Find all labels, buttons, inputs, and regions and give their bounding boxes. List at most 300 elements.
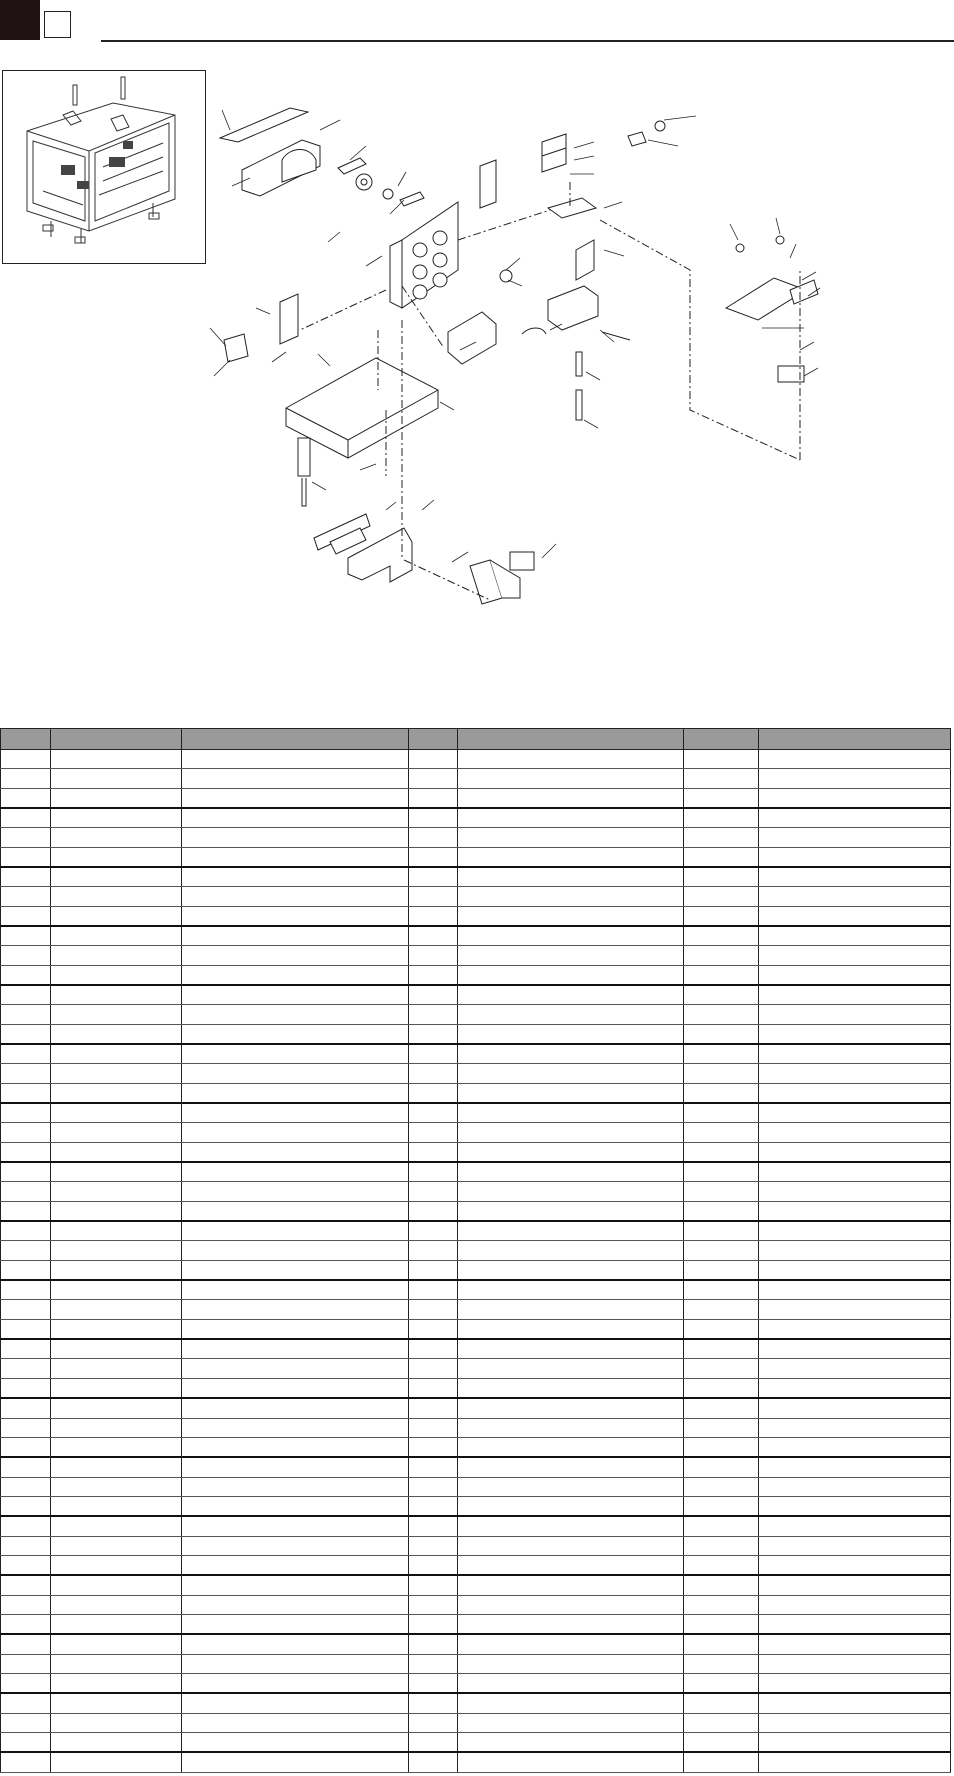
table-cell [409,887,458,906]
table-cell [759,1378,951,1398]
table-cell [684,1241,759,1260]
table-cell [759,1103,951,1123]
table-cell [51,769,182,788]
table-cell [458,1064,684,1083]
table-cell [759,808,951,828]
table-cell [409,788,458,808]
table-cell [684,1575,759,1595]
table-cell [182,1359,409,1378]
table-cell [182,750,409,769]
table-cell [51,1359,182,1378]
table-cell [51,1477,182,1496]
table-cell [51,887,182,906]
table-cell [759,1142,951,1162]
table-cell [759,1123,951,1142]
table-cell [409,1241,458,1260]
table-cell [51,1319,182,1339]
table-cell [1,1732,51,1752]
table-cell [1,1418,51,1437]
table-cell [51,1005,182,1024]
table-cell [51,1044,182,1064]
table-cell [759,1083,951,1103]
table-cell [409,1044,458,1064]
table-cell [409,769,458,788]
table-cell [182,1221,409,1241]
table-row [1,1319,951,1339]
exploded-parts-diagram [190,90,954,710]
table-row [1,1142,951,1162]
table-cell [1,769,51,788]
table-cell [458,1339,684,1359]
table-cell [182,1614,409,1634]
table-cell [458,1024,684,1044]
table-cell [51,1437,182,1457]
table-cell [182,1398,409,1418]
column-header [759,729,951,750]
table-row [1,1516,951,1536]
table-cell [684,1752,759,1772]
table-cell [182,1555,409,1575]
table-row [1,985,951,1005]
table-cell [684,1182,759,1201]
table-cell [759,906,951,926]
table-cell [1,1103,51,1123]
table-cell [759,1280,951,1300]
table-cell [51,1555,182,1575]
table-cell [759,946,951,965]
table-row [1,1437,951,1457]
table-cell [458,1300,684,1319]
table-cell [684,847,759,867]
table-cell [409,1005,458,1024]
table-cell [684,1300,759,1319]
table-cell [759,1516,951,1536]
table-cell [1,1064,51,1083]
table-cell [458,946,684,965]
table-cell [51,965,182,985]
table-row [1,769,951,788]
table-cell [1,1221,51,1241]
table-cell [409,1673,458,1693]
table-cell [684,1516,759,1536]
table-row [1,1575,951,1595]
table-cell [51,1182,182,1201]
table-cell [409,1280,458,1300]
table-cell [684,1398,759,1418]
table-cell [182,1516,409,1536]
table-row [1,1673,951,1693]
machine-overview-inset [2,70,206,264]
table-cell [458,1378,684,1398]
table-cell [182,1300,409,1319]
table-cell [684,1280,759,1300]
header-rule [101,40,954,42]
table-cell [409,1221,458,1241]
table-cell [759,1713,951,1732]
table-cell [182,1732,409,1752]
table-cell [1,1319,51,1339]
table-cell [759,1064,951,1083]
table-cell [1,1516,51,1536]
table-row [1,1064,951,1083]
table-cell [684,1221,759,1241]
table-cell [409,847,458,867]
table-cell [759,1732,951,1752]
table-cell [458,1634,684,1654]
table-cell [1,808,51,828]
table-cell [51,1024,182,1044]
table-cell [409,1083,458,1103]
table-cell [1,788,51,808]
table-cell [1,1083,51,1103]
table-cell [759,1752,951,1772]
table-cell [684,926,759,946]
table-cell [684,1673,759,1693]
table-cell [51,1142,182,1162]
table-cell [684,1162,759,1182]
table-cell [684,1044,759,1064]
table-cell [458,1162,684,1182]
table-cell [759,1673,951,1693]
table-cell [182,1477,409,1496]
table-cell [684,1614,759,1634]
table-cell [409,1418,458,1437]
table-cell [182,769,409,788]
table-cell [182,946,409,965]
table-cell [51,946,182,965]
table-cell [182,1437,409,1457]
table-cell [409,1359,458,1378]
table-cell [409,926,458,946]
table-cell [409,1477,458,1496]
table-cell [409,1654,458,1673]
table-cell [684,1634,759,1654]
table-row [1,847,951,867]
table-cell [1,867,51,887]
table-row [1,965,951,985]
table-row [1,1005,951,1024]
table-row [1,1713,951,1732]
table-cell [182,1654,409,1673]
table-cell [458,1142,684,1162]
table-cell [51,1595,182,1614]
table-cell [409,1595,458,1614]
table-cell [684,1693,759,1713]
table-cell [759,1182,951,1201]
table-row [1,946,951,965]
table-row [1,906,951,926]
table-cell [458,1359,684,1378]
table-cell [51,1123,182,1142]
column-header [684,729,759,750]
table-row [1,1477,951,1496]
table-row [1,1201,951,1221]
table-cell [759,847,951,867]
table-cell [51,1221,182,1241]
column-header [182,729,409,750]
table-cell [1,985,51,1005]
table-cell [1,1241,51,1260]
table-cell [409,1260,458,1280]
table-row [1,1280,951,1300]
table-row [1,1221,951,1241]
table-cell [409,1064,458,1083]
table-cell [409,1300,458,1319]
table-cell [458,1595,684,1614]
table-cell [684,1359,759,1378]
table-cell [1,1142,51,1162]
table-cell [409,1319,458,1339]
table-cell [759,1319,951,1339]
table-cell [684,1064,759,1083]
table-cell [51,1162,182,1182]
table-cell [759,1300,951,1319]
table-cell [458,1437,684,1457]
table-cell [1,1575,51,1595]
table-cell [458,1398,684,1418]
table-cell [1,1300,51,1319]
table-cell [409,985,458,1005]
table-cell [182,1634,409,1654]
table-cell [409,1201,458,1221]
table-cell [684,1123,759,1142]
table-cell [51,828,182,847]
table-cell [182,1064,409,1083]
table-cell [458,1241,684,1260]
table-cell [182,1123,409,1142]
table-row [1,1457,951,1477]
table-cell [51,1752,182,1772]
table-cell [458,926,684,946]
table-cell [759,1457,951,1477]
table-cell [759,1595,951,1614]
table-cell [684,1477,759,1496]
table-cell [409,1693,458,1713]
table-cell [1,1477,51,1496]
table-row [1,1555,951,1575]
table-cell [51,1418,182,1437]
table-cell [684,1378,759,1398]
table-cell [1,828,51,847]
table-cell [51,1673,182,1693]
table-row [1,1260,951,1280]
table-cell [684,1418,759,1437]
table-cell [409,1575,458,1595]
table-cell [1,1437,51,1457]
table-cell [759,1614,951,1634]
table-cell [182,867,409,887]
table-cell [409,1182,458,1201]
table-cell [182,808,409,828]
table-cell [458,1673,684,1693]
table-row [1,1241,951,1260]
table-cell [684,808,759,828]
table-cell [458,1477,684,1496]
table-cell [458,1654,684,1673]
table-cell [759,1654,951,1673]
table-cell [1,1162,51,1182]
table-cell [759,965,951,985]
section-tab [0,0,40,40]
table-row [1,1162,951,1182]
table-cell [458,1693,684,1713]
table-cell [409,808,458,828]
table-cell [1,1182,51,1201]
table-cell [759,1241,951,1260]
table-cell [759,1634,951,1654]
table-cell [759,1496,951,1516]
table-cell [759,985,951,1005]
table-cell [409,1536,458,1555]
table-row [1,1614,951,1634]
table-cell [759,1201,951,1221]
table-cell [458,1260,684,1280]
table-cell [458,906,684,926]
table-cell [684,887,759,906]
table-cell [409,1162,458,1182]
table-cell [182,1378,409,1398]
table-cell [1,1044,51,1064]
table-cell [684,769,759,788]
table-cell [182,1536,409,1555]
table-cell [182,1103,409,1123]
table-cell [759,1477,951,1496]
table-cell [409,1339,458,1359]
table-cell [684,1555,759,1575]
table-cell [51,1280,182,1300]
table-cell [51,1713,182,1732]
table-cell [182,1024,409,1044]
table-cell [409,1123,458,1142]
table-cell [759,1555,951,1575]
table-cell [51,1496,182,1516]
table-cell [684,867,759,887]
table-cell [182,1201,409,1221]
table-row [1,1103,951,1123]
table-row [1,828,951,847]
table-cell [51,1064,182,1083]
table-row [1,1339,951,1359]
table-cell [759,1359,951,1378]
table-cell [458,1123,684,1142]
table-cell [409,906,458,926]
column-header [409,729,458,750]
section-number-box [44,11,71,38]
table-cell [458,1182,684,1201]
table-cell [759,769,951,788]
table-cell [759,1044,951,1064]
table-row [1,1044,951,1064]
table-cell [409,965,458,985]
table-cell [51,808,182,828]
table-cell [1,1555,51,1575]
table-cell [1,1339,51,1359]
table-cell [458,750,684,769]
table-cell [409,1024,458,1044]
table-cell [1,906,51,926]
table-cell [759,926,951,946]
table-cell [759,1162,951,1182]
table-cell [51,847,182,867]
table-cell [1,1024,51,1044]
table-cell [182,1496,409,1516]
table-cell [458,867,684,887]
table-cell [409,1634,458,1654]
table-cell [51,985,182,1005]
table-cell [1,1654,51,1673]
table-row [1,1398,951,1418]
table-cell [51,1693,182,1713]
column-header [458,729,684,750]
table-cell [51,1732,182,1752]
table-cell [759,1398,951,1418]
table-cell [684,1339,759,1359]
table-cell [1,1398,51,1418]
table-cell [1,887,51,906]
table-cell [182,1044,409,1064]
table-row [1,1300,951,1319]
table-row [1,1732,951,1752]
table-cell [409,1496,458,1516]
table-cell [409,1142,458,1162]
table-cell [684,1654,759,1673]
table-cell [684,1713,759,1732]
table-cell [51,1457,182,1477]
table-cell [51,1634,182,1654]
table-cell [684,906,759,926]
table-cell [684,1142,759,1162]
table-cell [51,1201,182,1221]
table-cell [684,1457,759,1477]
table-cell [51,1300,182,1319]
table-cell [409,1457,458,1477]
table-cell [51,750,182,769]
table-cell [51,926,182,946]
table-cell [458,808,684,828]
table-row [1,926,951,946]
table-cell [458,1536,684,1555]
table-cell [409,1398,458,1418]
table-cell [1,1595,51,1614]
table-cell [684,1083,759,1103]
table-cell [182,1162,409,1182]
table-cell [458,1732,684,1752]
table-cell [759,1693,951,1713]
table-cell [759,887,951,906]
table-cell [759,1260,951,1280]
table-cell [51,1614,182,1634]
table-cell [182,1319,409,1339]
table-row [1,1359,951,1378]
table-cell [458,1614,684,1634]
table-cell [409,867,458,887]
table-row [1,1496,951,1516]
table-row [1,1123,951,1142]
table-cell [1,1378,51,1398]
column-header [51,729,182,750]
machine-overview-drawing [3,71,206,264]
table-cell [182,1241,409,1260]
table-cell [1,965,51,985]
table-cell [458,1201,684,1221]
table-cell [759,1418,951,1437]
table-cell [458,1005,684,1024]
table-row [1,1536,951,1555]
table-cell [51,1103,182,1123]
table-cell [759,750,951,769]
table-cell [182,828,409,847]
table-cell [182,926,409,946]
